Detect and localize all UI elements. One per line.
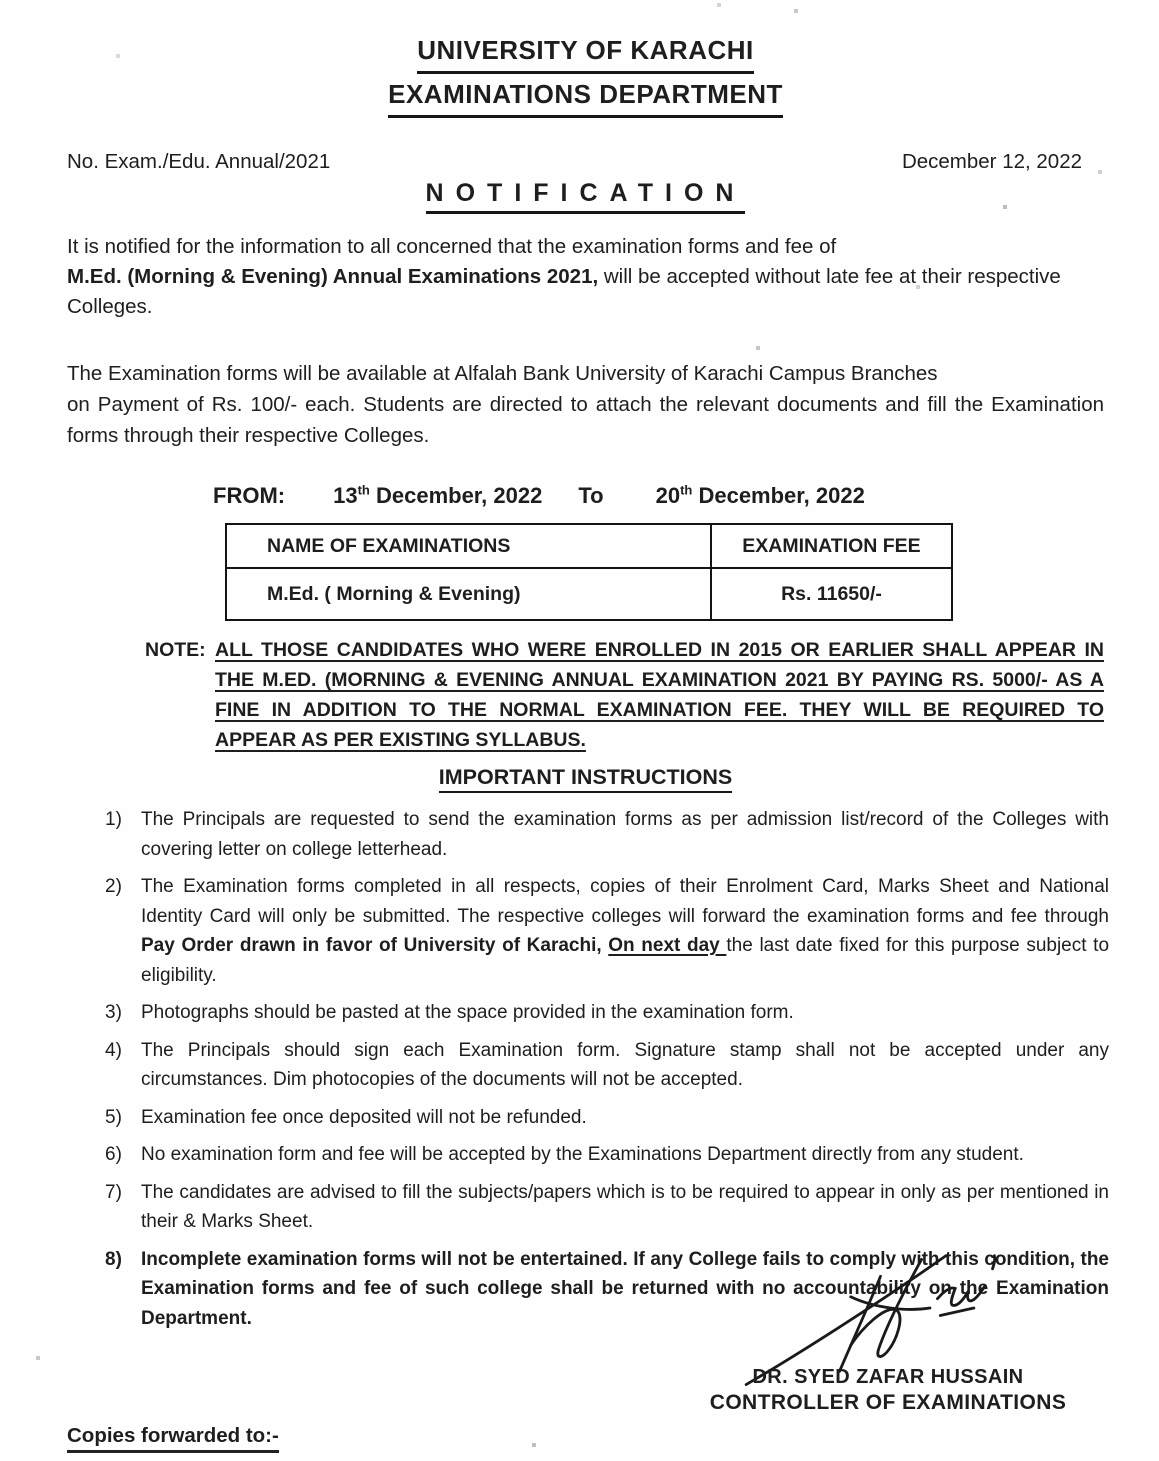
document-date: December 12, 2022 — [901, 150, 1082, 173]
to-month-year: December, 2022 — [692, 483, 865, 508]
university-title: UNIVERSITY OF KARACHI — [417, 30, 754, 74]
department-title: EXAMINATIONS DEPARTMENT — [388, 74, 783, 118]
item-number: 2) — [105, 876, 122, 897]
intro-line1: It is notified for the information to all concerned that the examination forms and fee of — [67, 235, 837, 258]
item-text: Incomplete examination forms will not be entertained. If any College fails to comply with this condition, the Examination forms and fee of such college shall be returned with no accountability on the Examination Department. — [141, 1248, 1109, 1329]
intro-bold-exam-name: M.Ed. (Morning & Evening) Annual Examinations 2021, — [67, 265, 599, 288]
item-text: Examination fee once deposited will not be refunded. — [141, 1106, 587, 1128]
exam-name-cell: M.Ed. ( Morning & Evening) — [226, 568, 711, 620]
fee-table-header-name: NAME OF EXAMINATIONS — [226, 524, 711, 568]
item-number: 1) — [105, 809, 122, 830]
instruction-item-5 — [105, 1103, 1109, 1133]
note-text: ALL THOSE CANDIDATES WHO WERE ENROLLED IN 2015 OR EARLIER SHALL APPEAR IN THE M.ED. (MORNING & EVENING ANNUAL EXAMINATION 2021 BY PAYING RS. 5000/- AS A FINE IN ADDITION TO THE NORMAL EXAMINATION FEE. THEY WILL BE REQUIRED TO APPEAR AS PER EXISTING SYLLABUS. — [215, 639, 1104, 751]
item-text: No examination form and fee will be accepted by the Examinations Department directly from any student. — [141, 1144, 1024, 1165]
fee-table-row — [226, 568, 952, 620]
signatory-name: DR. SYED ZAFAR HUSSAIN — [752, 1366, 1024, 1388]
from-ordinal: th — [357, 482, 370, 498]
item-text: The Principals should sign each Examination form. Signature stamp shall not be accepted under any circumstances. Dim photocopies of the documents will not be accepted. — [141, 1039, 1109, 1090]
intro-rest: will be accepted without late fee at their respective Colleges. — [67, 265, 1061, 318]
document-header — [67, 30, 1104, 118]
fee-table — [225, 523, 953, 621]
item-number: 6) — [105, 1144, 122, 1165]
item-text: The candidates are advised to fill the subjects/papers which is to be required to appear in only as per mentioned in their & Marks Sheet. — [141, 1181, 1109, 1232]
fee-table-header-fee: EXAMINATION FEE — [711, 524, 952, 568]
instruction-item-2 — [105, 872, 1109, 990]
instruction-item-3 — [105, 998, 1109, 1028]
availability-line1: The Examination forms will be available at Alfalah Bank University of Karachi Campus Branches — [67, 362, 938, 385]
pay-order-bold: Pay Order drawn in favor of University of Karachi, — [141, 935, 609, 956]
intro-paragraph — [67, 232, 1104, 322]
from-day: 13 — [333, 483, 358, 508]
instruction-item-4 — [105, 1036, 1109, 1095]
item-text: The Examination forms completed in all respects, copies of their Enrolment Card, Marks Sheet and National Identity Card will only be submitted. The respective colleges will forward the examination forms and fee through Pay Order drawn in favor of University of Karachi, On next day the last date fixed for this purpose subject to eligibility. — [141, 876, 1110, 986]
note-section — [145, 635, 1104, 755]
signatory-title: CONTROLLER OF EXAMINATIONS — [709, 1391, 1067, 1414]
item-text: Photographs should be pasted at the space provided in the examination form. — [141, 1002, 794, 1023]
item-number: 8) — [105, 1248, 122, 1270]
reference-row — [67, 150, 1104, 174]
instruction-item-7 — [105, 1178, 1109, 1237]
to-ordinal: th — [680, 482, 693, 498]
to-label: To — [578, 483, 604, 508]
instructions-heading: IMPORTANT INSTRUCTIONS — [439, 765, 732, 793]
availability-rest: on Payment of Rs. 100/- each. Students are directed to attach the relevant documents and fill the Examination forms through their respective Colleges. — [67, 393, 1104, 447]
reference-number: No. Exam./Edu. Annual/2021 — [67, 150, 331, 173]
availability-paragraph — [67, 358, 1104, 451]
item-text: The Principals are requested to send the examination forms as per admission list/record of the Colleges with covering letter on college letterhead. — [141, 809, 1109, 860]
from-month-year: December, 2022 — [369, 483, 543, 508]
date-range-line — [213, 483, 1104, 509]
item-number: 5) — [105, 1106, 122, 1128]
item-number: 4) — [105, 1039, 122, 1061]
instruction-item-6 — [105, 1140, 1109, 1170]
copies-forwarded-label: Copies forwarded to:- — [67, 1424, 279, 1453]
on-next-day-underlined: On next day — [608, 935, 727, 956]
exam-fee-cell: Rs. 11650/- — [711, 568, 952, 620]
item-number: 3) — [105, 1002, 122, 1023]
to-day: 20 — [655, 483, 681, 508]
from-label: FROM: — [213, 483, 286, 508]
signature-block — [673, 1252, 1103, 1415]
fee-table-header-row — [226, 524, 952, 568]
note-label: NOTE: — [145, 639, 206, 661]
notification-heading: NOTIFICATION — [426, 179, 746, 214]
item-number: 7) — [105, 1181, 122, 1203]
instruction-item-1 — [105, 805, 1109, 864]
